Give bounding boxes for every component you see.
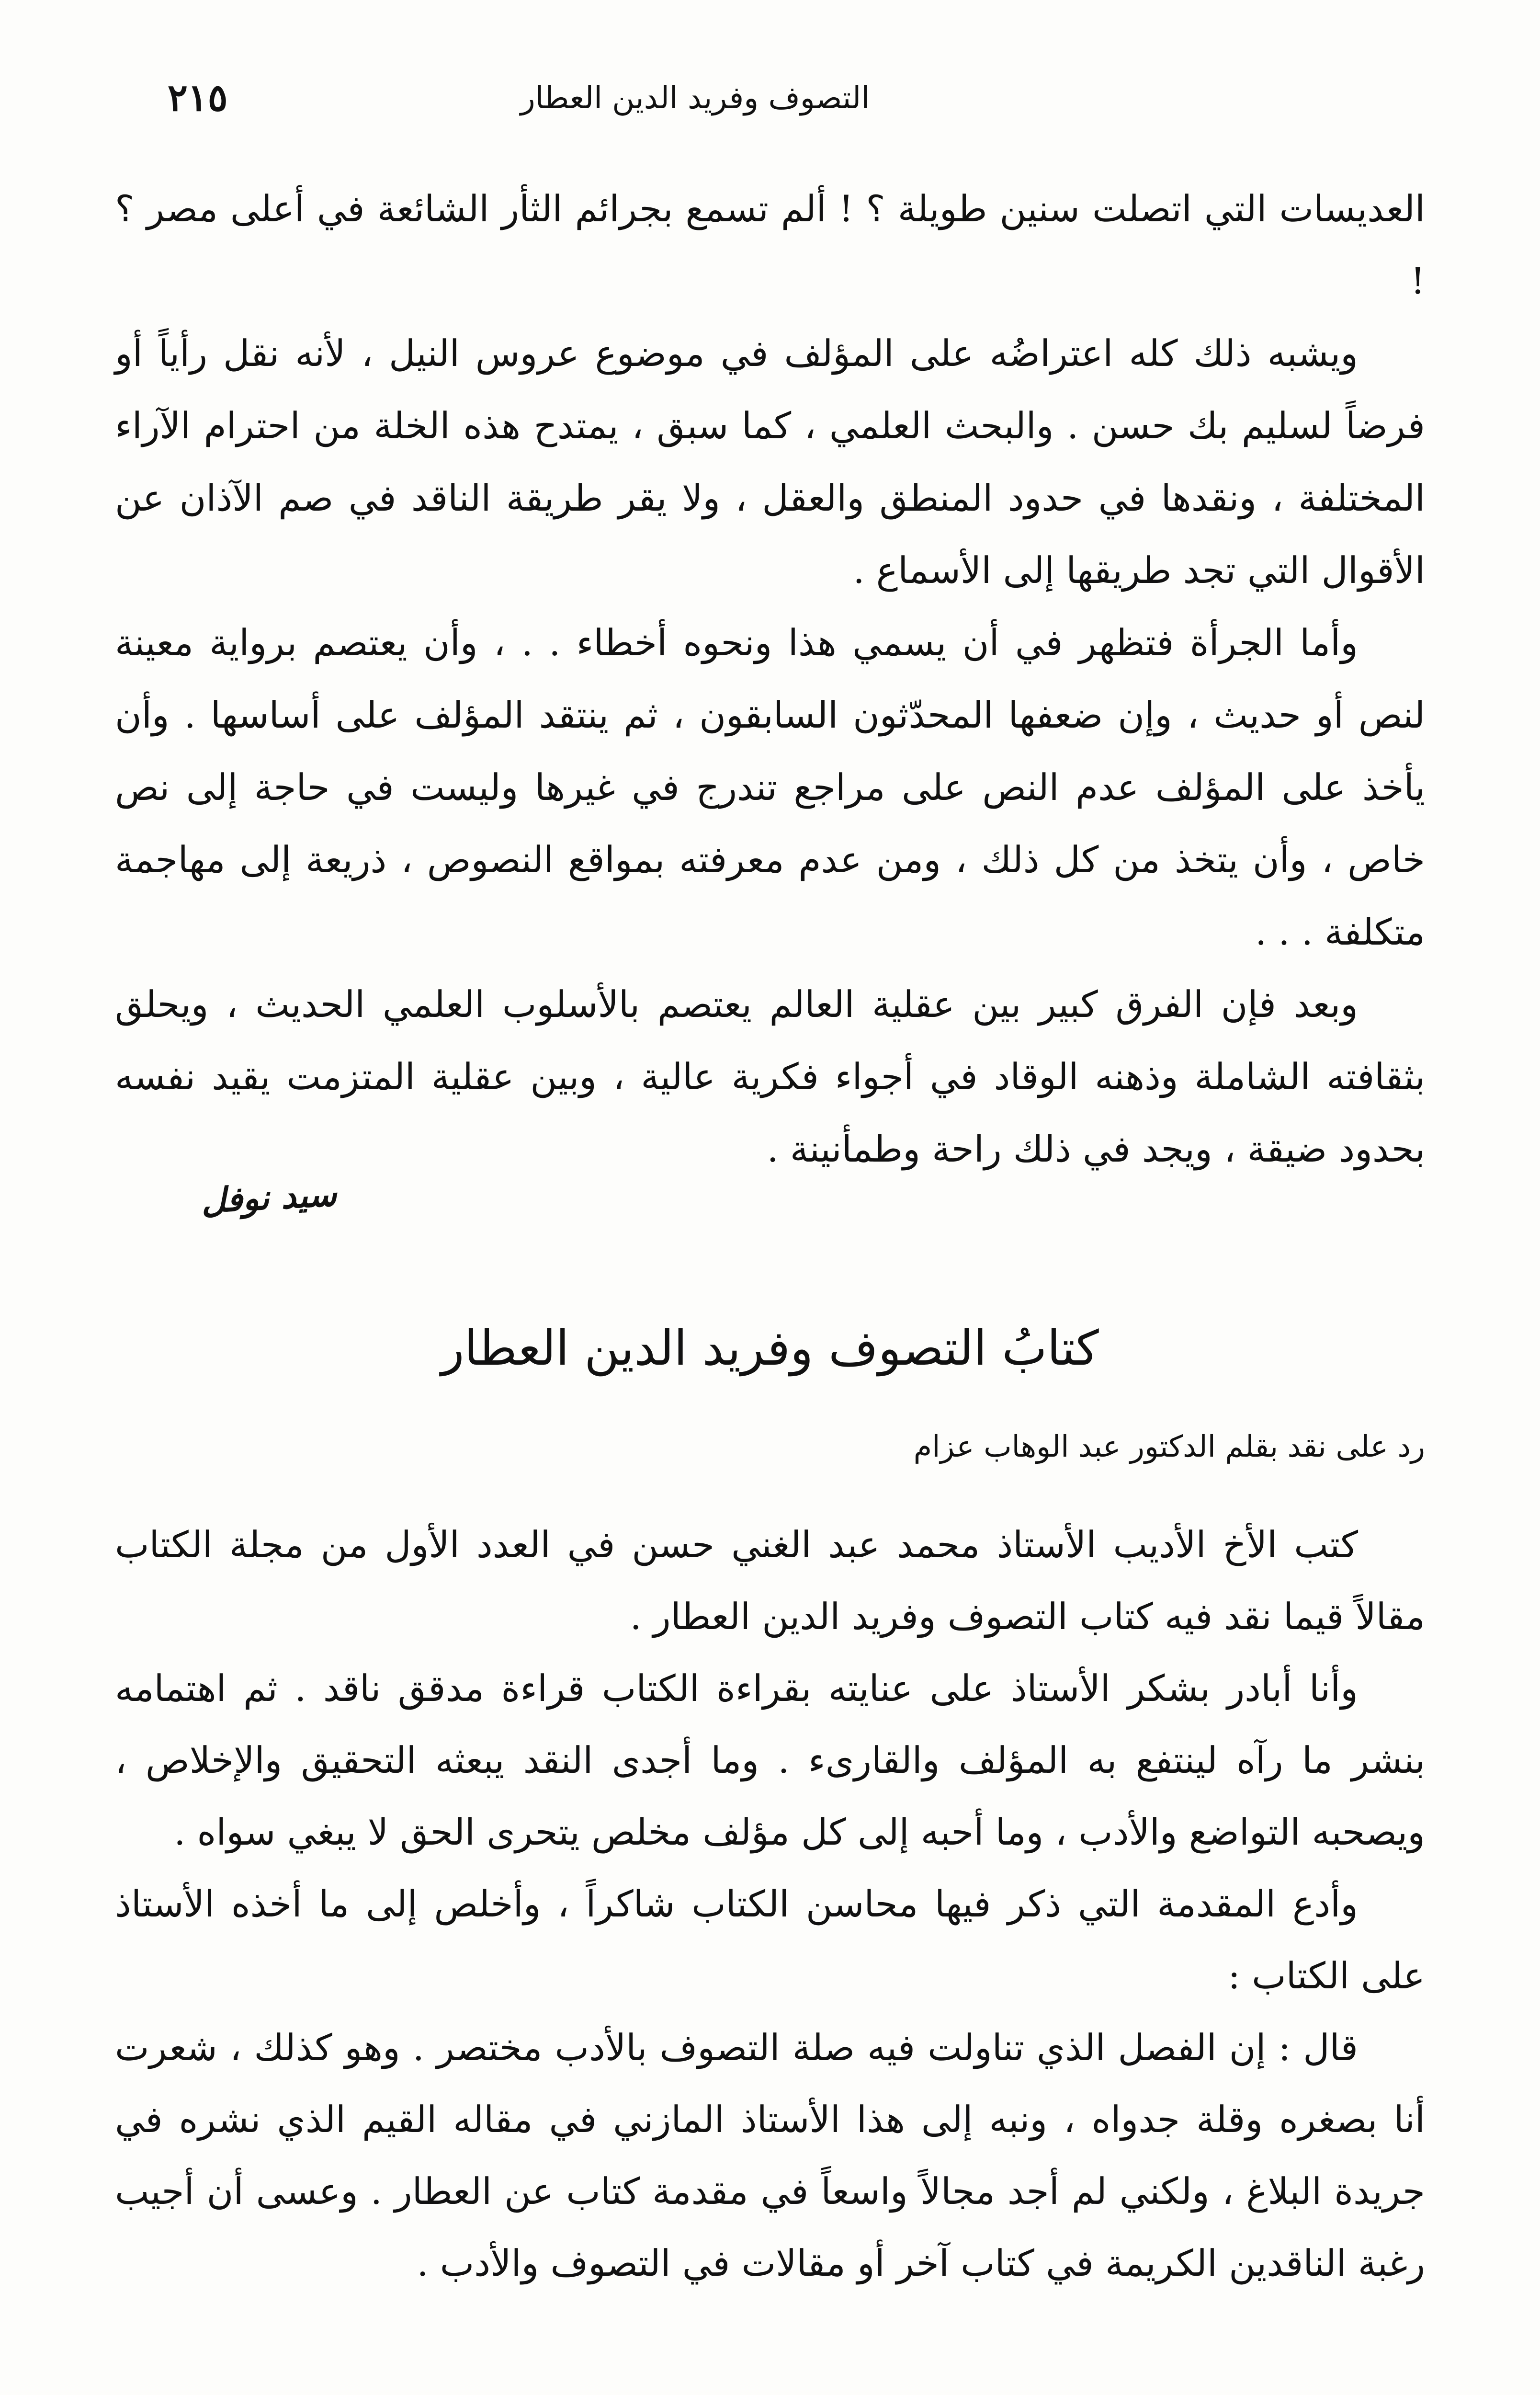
paragraph: كتب الأخ الأديب الأستاذ محمد عبد الغني حسن في العدد الأول من مجلة الكتاب مقالاً قيما نقد فيه كتاب التصوف وفريد الدين العطار . bbox=[115, 1523, 1425, 1638]
author-signature: سيد نوفل bbox=[200, 1174, 338, 1221]
signature-row bbox=[201, 1164, 337, 1231]
page-number: ٢١٥ bbox=[168, 76, 228, 120]
paragraph: وبعد فإن الفرق كبير بين عقلية العالم يعتصم بالأسلوب العلمي الحديث ، ويحلق بثقافته الشاملة وذهنه الوقاد في أجواء فكرية عالية ، وبين عقلية المتزمت يقيد نفسه بحدود ضيقة ، ويجد في ذلك راحة وطمأنينة . bbox=[115, 983, 1425, 1170]
paragraph: وأنا أبادر بشكر الأستاذ على عنايته بقراءة الكتاب قراءة مدقق ناقد . ثم اهتمامه بنشر ما رآه لينتفع به المؤلف والقارىء . وما أجدى النقد يبعثه التحقيق والإخلاص ، ويصحبه التواضع والأدب ، وما أحبه إلى كل مؤلف مخلص يتحرى الحق لا يبغي سواه . bbox=[115, 1667, 1425, 1853]
paragraph: وأدع المقدمة التي ذكر فيها محاسن الكتاب شاكراً ، وأخلص إلى ما أخذه الأستاذ على الكتاب : bbox=[115, 1882, 1425, 1997]
running-title: التصوف وفريد الدين العطار bbox=[520, 80, 870, 116]
article-title: كتابُ التصوف وفريد الدين العطار bbox=[441, 1320, 1099, 1376]
running-header bbox=[144, 72, 1396, 129]
paragraph: ويشبه ذلك كله اعتراضُه على المؤلف في موضوع عروس النيل ، لأنه نقل رأياً أو فرضاً لسليم بك حسن . والبحث العلمي ، كما سبق ، يمتدح هذه الخلة من احترام الآراء المختلفة ، ونقدها في حدود المنطق والعقل ، ولا يقر طريقة الناقد في صم الآذان عن الأقوال التي تجد طريقها إلى الأسماع . bbox=[115, 332, 1425, 592]
article-body bbox=[115, 1509, 1425, 2299]
paragraph: العديسات التي اتصلت سنين طويلة ؟ ! ألم تسمع بجرائم الثأر الشائعة في أعلى مصر ؟ ! bbox=[115, 187, 1425, 302]
previous-article-body bbox=[115, 172, 1425, 1185]
paragraph: وأما الجرأة فتظهر في أن يسمي هذا ونحوه أخطاء . . ، وأن يعتصم برواية معينة لنص أو حديث ، وإن ضعفها المحدّثون السابقون ، ثم ينتقد المؤلف على أساسها . وأن يأخذ على المؤلف عدم النص على مراجع تندرج في غيرها وليست في حاجة إلى نص خاص ، وأن يتخذ من كل ذلك ، ومن عدم معرفته بمواقع النصوص ، ذريعة إلى مهاجمة متكلفة . . . bbox=[115, 621, 1425, 953]
article-subtitle: رد على نقد بقلم الدكتور عبد الوهاب عزام bbox=[913, 1429, 1425, 1464]
paragraph: قال : إن الفصل الذي تناولت فيه صلة التصوف بالأدب مختصر . وهو كذلك ، شعرت أنا بصغره وقلة جدواه ، ونبه إلى هذا الأستاذ المازني في مقاله القيم الذي نشره في جريدة البلاغ ، ولكني لم أجد مجالاً واسعاً في مقدمة كتاب عن العطار . وعسى أن أجيب رغبة الناقدين الكريمة في كتاب آخر أو مقالات في التصوف والأدب . bbox=[115, 2026, 1425, 2284]
